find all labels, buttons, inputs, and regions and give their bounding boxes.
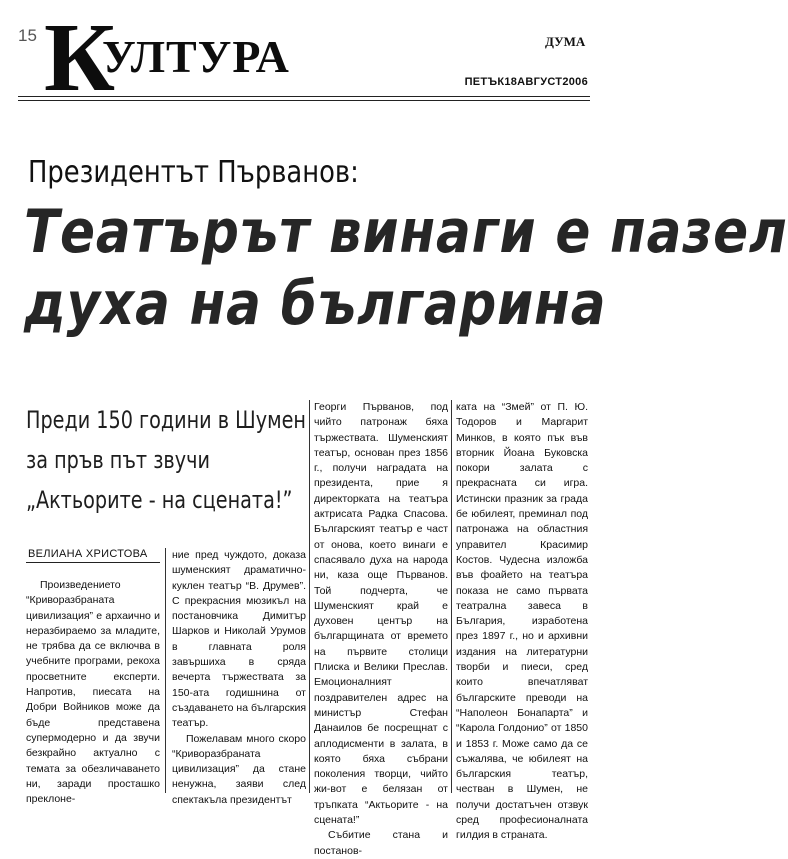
paragraph: ние пред чуждото, доказа шуменският драматично-куклен театър “В. Друмев”. С прекрасния мюзикъл на постановчика Димитър Шарков и Николай Урумов в главната роля завършиха в сряда вечерта тържествата за 150-ата годишнина от създаването на българския театър. <box>172 549 306 730</box>
column-divider <box>309 400 310 793</box>
headline-line: Театърът винаги е пазел <box>24 197 788 267</box>
paragraph: Пожелавам много скоро “Криворазбраната цивилизация” да стане ненужна, заяви след спектакъла президентът <box>172 732 306 806</box>
article-standfirst <box>26 400 316 520</box>
text-column-1 <box>26 578 160 806</box>
text-column-3 <box>314 400 448 857</box>
paragraph: ката на “Змей” от П. Ю. Тодоров и Маргарит Минков, в която пък във вторник Йоана Буковска покори залата с прекрасната си игра. Истински празник за града бе юбилеят, преминал под патронажа на областния управител Красимир Костов. Чудесна изложба във фоайето на театъра показа не само първата театрална завеса в България, изработена през 1897 г., но и архивни издания на литературни творби и пиеси, сред които впечатляват българските преводи на “Наполеон Бонапарта” и “Карола Голдонио” от 1850 и 1853 г. Може само да се съжалява, че юбилеят на българския театър, честван в Шумен, не получи достатъчен отзвук сред професионалната гилдия в страната. <box>456 401 588 842</box>
standfirst-line: за пръв път звучи <box>26 446 210 474</box>
byline-rule <box>26 562 160 563</box>
paragraph: Произведението “Криворазбраната цивилизация” е архаично и неразбираемо за младите, не трябва да се включва в учебните програми, рекоха просветните експерти. Напротив, пиесата на Добри Войников може да бъде представена супермодерно и да звучи безкрайно актуално с темата за обезличаването ни, заради просташко преклоне- <box>26 579 160 806</box>
standfirst-line: Преди 150 години в Шумен <box>26 406 306 434</box>
text-column-4 <box>456 400 588 842</box>
standfirst-line: „Актьорите - на сцената!” <box>26 486 293 514</box>
text-column-2 <box>172 548 306 806</box>
issue-date: ПЕТЪК18АВГУСТ2006 <box>464 76 588 88</box>
article-kicker: Президентът Първанов: <box>28 155 359 190</box>
article-headline <box>24 196 788 340</box>
headline-line: духа на българина <box>24 269 607 339</box>
article-byline: ВЕЛИАНА ХРИСТОВА <box>28 548 148 560</box>
column-divider <box>451 400 452 793</box>
header-rule-thin <box>18 100 590 101</box>
column-divider <box>165 548 166 793</box>
paragraph: Георги Първанов, под чийто патронаж бяха тържествата. Шуменският театър, основан през 1856 г., получи наградата на президента, прие я директорката на театъра актрисата Радка Спасова. Българският театър е част от онова, което винаги е спасявало духа на народа ни, каза още Първанов. Той подчерта, че Шуменският край е духовен център на българщината от времето на първите столици Плиска и Велики Преслав. Емоционалният поздравителен адрес на министър Стефан Данаилов бе посрещнат с аплодисменти в залата, в която бяха събрани поколения творци, чийто жи-вот е белязан от тръпката “Актьорите - на сцената!” <box>314 401 448 827</box>
page-number: 15 <box>18 26 37 45</box>
rubric-title: УЛТУРА <box>102 31 290 82</box>
paragraph: Събитие стана и постанов- <box>314 829 448 857</box>
header-rule <box>18 96 590 97</box>
newspaper-masthead: ДУМА <box>545 34 586 49</box>
rubric-initial: К <box>44 4 116 112</box>
